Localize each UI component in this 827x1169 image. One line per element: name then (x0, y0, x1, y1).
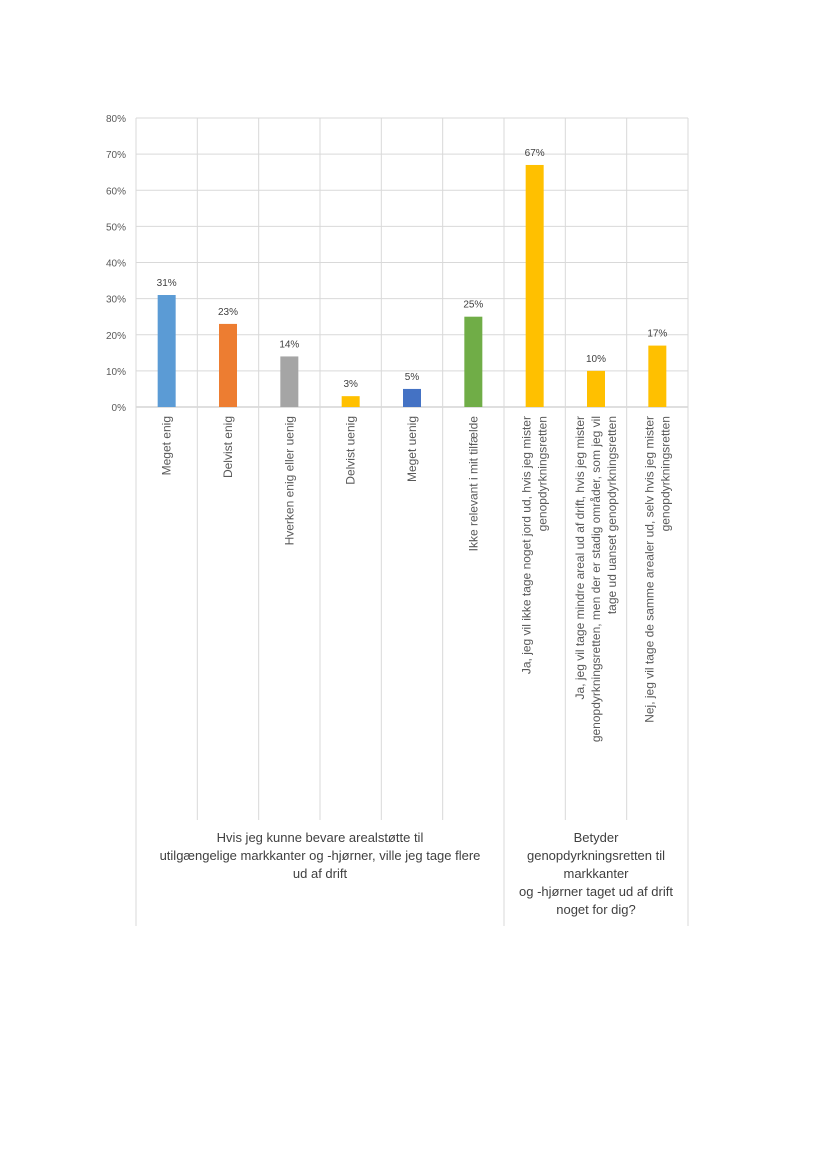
category-label: Delvist uenig (343, 416, 358, 485)
y-tick-label: 50% (105, 222, 126, 234)
y-tick-label: 70% (105, 150, 126, 162)
group-label: og -hjørner taget ud af drift (519, 884, 673, 899)
bar (648, 346, 666, 407)
category-label: Nej, jeg vil tage de samme arealer ud, selv hvis jeg mister (642, 416, 657, 723)
group-label: utilgængelige markkanter og -hjørner, ville jeg tage flere (159, 848, 481, 863)
y-tick-label: 40% (105, 258, 126, 270)
y-tick-label: 10% (105, 366, 126, 378)
data-label: 23% (217, 306, 239, 318)
data-label: 31% (156, 278, 177, 290)
group-label: Hvis jeg kunne bevare arealstøtte til (216, 830, 424, 845)
bar (526, 165, 544, 407)
category-label: Ikke relevant i mit tilfælde (466, 416, 481, 552)
y-tick-label: 80% (105, 114, 126, 125)
bar (219, 324, 237, 407)
data-label: 67% (524, 147, 545, 159)
category-label: Meget enig (159, 416, 174, 476)
y-tick-label: 0% (111, 403, 126, 414)
category-label: Hverken enig eller uenig (282, 416, 297, 546)
bar (587, 371, 605, 407)
data-label: 14% (279, 339, 300, 351)
bar (464, 317, 482, 407)
y-tick-label: 30% (105, 294, 126, 306)
group-label: noget for dig? (556, 902, 636, 917)
category-label: genopdyrkningsretten, men der er stadig områder, som jeg vil (589, 416, 603, 743)
y-tick-label: 20% (105, 330, 126, 342)
category-label: Ja, jeg vil ikke tage noget jord ud, hvis jeg mister (519, 416, 534, 675)
data-label: 17% (647, 328, 668, 340)
bar (403, 389, 421, 407)
group-label: markkanter (563, 866, 629, 881)
y-tick-label: 60% (105, 186, 126, 198)
bar (158, 295, 176, 407)
category-label: Ja, jeg vil tage mindre areal ud af drift, hvis jeg mister (573, 416, 587, 700)
category-label: tage ud uanset genopdyrkningsretten (605, 416, 619, 615)
group-label: genopdyrkningsretten til (526, 848, 666, 863)
bar (342, 396, 360, 407)
data-label: 25% (463, 299, 484, 311)
data-label: 3% (343, 379, 358, 391)
group-label: ud af drift (292, 866, 348, 881)
data-label: 10% (585, 353, 607, 365)
category-label: Delvist enig (221, 416, 235, 479)
group-label: Betyder (573, 830, 619, 845)
data-label: 5% (404, 371, 420, 383)
bar (280, 356, 298, 407)
category-label: genopdyrkningsretten (658, 416, 673, 532)
category-label: Meget uenig (405, 416, 419, 483)
category-label: genopdyrkningsretten (535, 416, 550, 532)
